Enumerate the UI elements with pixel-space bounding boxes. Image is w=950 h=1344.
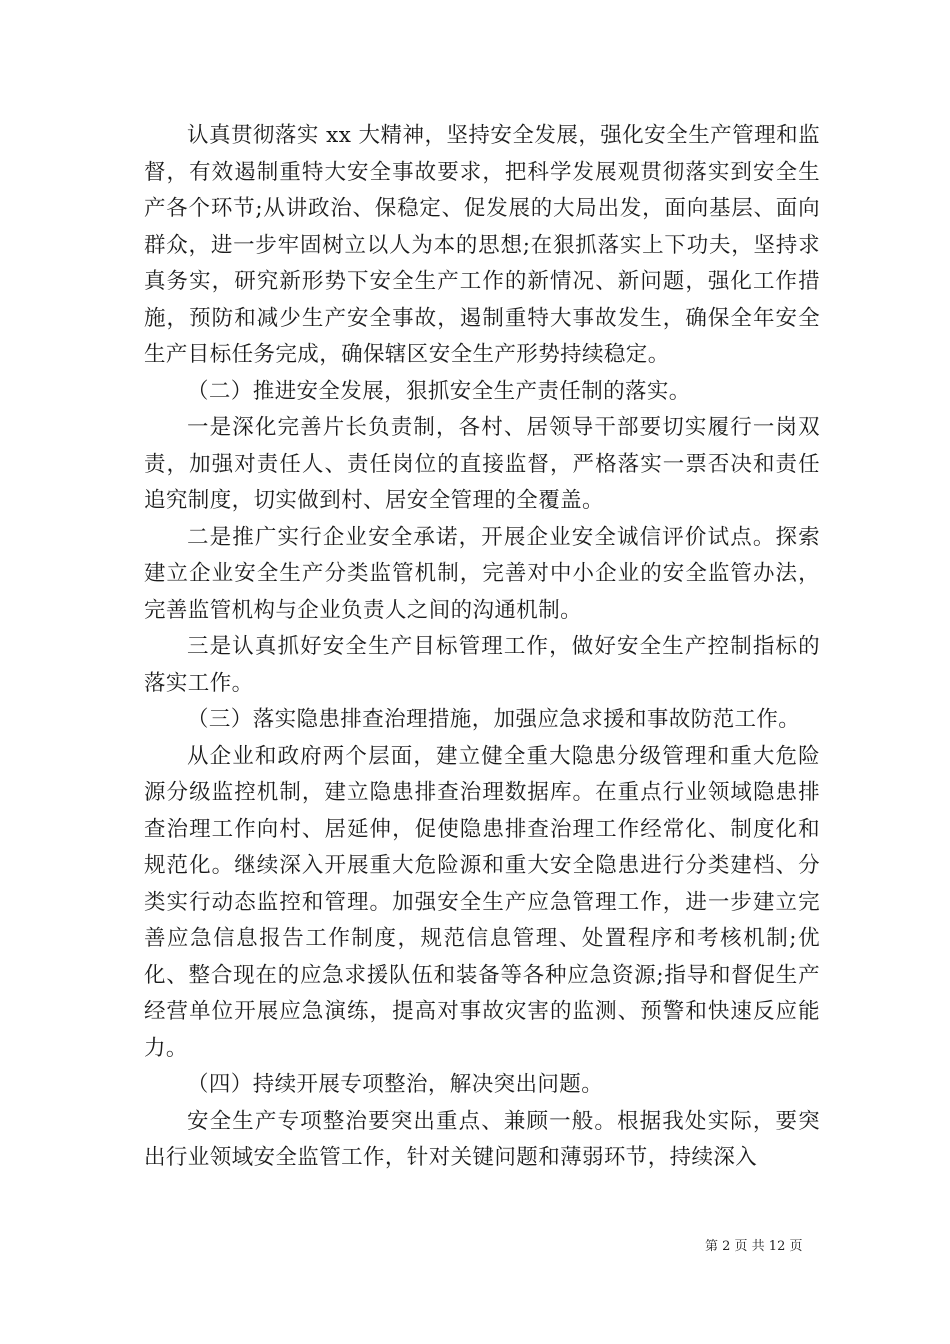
- paragraph-item-3: 三是认真抓好安全生产目标管理工作，做好安全生产控制指标的落实工作。: [144, 634, 820, 696]
- paragraph-hazard-management: 从企业和政府两个层面，建立健全重大隐患分级管理和重大危险源分级监控机制，建立隐患排查治理数据库。在重点行业领域隐患排查治理工作向村、居延伸，促使隐患排查治理工作经常化、制度化和规范化。继续深入开展重大危险源和重大安全隐患进行分类建档、分类实行动态监控和管理。加强安全生产应急管理工作，进一步建立完善应急信息报告工作制度，规范信息管理、处置程序和考核机制;优化、整合现在的应急求援队伍和装备等各种应急资源;指导和督促生产经营单位开展应急演练，提高对事故灾害的监测、预警和快速反应能力。: [144, 743, 820, 1061]
- paragraph-special-rectification: 安全生产专项整治要突出重点、兼顾一般。根据我处实际，要突出行业领域安全监管工作，针对关键问题和薄弱环节，持续深入: [144, 1108, 820, 1170]
- paragraph-intro: 认真贯彻落实 xx 大精神，坚持安全发展，强化安全生产管理和监督，有效遏制重特大安全事故要求，把科学发展观贯彻落实到安全生产各个环节;从讲政治、保稳定、促发展的大局出发，面向基层、面向群众，进一步牢固树立以人为本的思想;在狠抓落实上下功夫，坚持求真务实，研究新形势下安全生产工作的新情况、新问题，强化工作措施，预防和减少生产安全事故，遏制重特大事故发生，确保全年安全生产目标任务完成，确保辖区安全生产形势持续稳定。: [144, 123, 820, 367]
- section-heading-3: （三）落实隐患排查治理措施，加强应急求援和事故防范工作。: [187, 707, 801, 732]
- paragraph-item-2: 二是推广实行企业安全承诺，开展企业安全诚信评价试点。探索建立企业安全生产分类监管机制，完善对中小企业的安全监管办法，完善监管机构与企业负责人之间的沟通机制。: [144, 524, 820, 623]
- section-heading-2: （二）推进安全发展，狠抓安全生产责任制的落实。: [187, 378, 691, 404]
- document-body: [144, 118, 820, 1177]
- page-number-footer: 第 2 页 共 12 页: [705, 1239, 803, 1254]
- paragraph-item-1: 一是深化完善片长负责制，各村、居领导干部要切实履行一岗双责，加强对责任人、责任岗位的直接监督，严格落实一票否决和责任追究制度，切实做到村、居安全管理的全覆盖。: [144, 415, 820, 513]
- section-heading-4: （四）持续开展专项整治，解决突出问题。: [187, 1072, 604, 1097]
